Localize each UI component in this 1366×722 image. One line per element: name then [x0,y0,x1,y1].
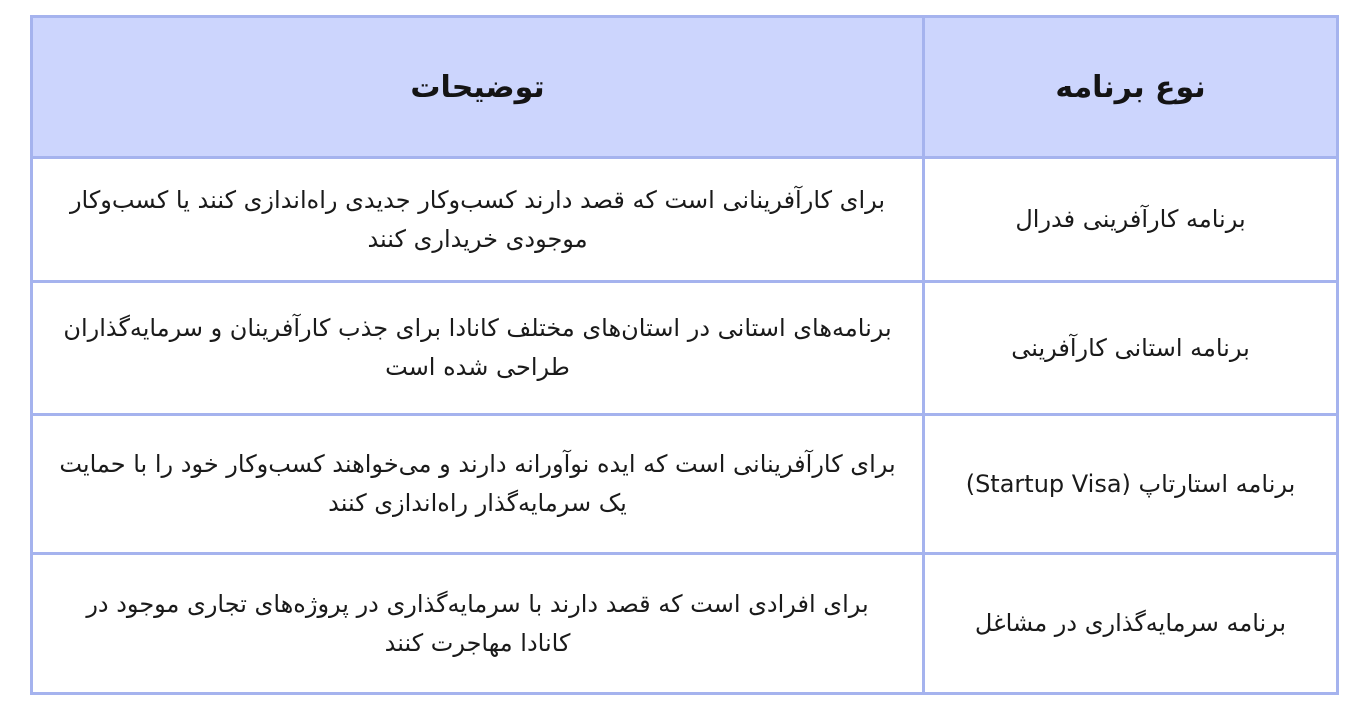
cell-program-type: برنامه استارتاپ (Startup Visa) [924,415,1338,554]
table-header-row [32,17,1338,158]
programs-table-container [30,15,1336,695]
header-description: توضیحات [32,17,924,158]
table-row [32,415,1338,554]
cell-description: برای کارآفرینانی است که قصد دارند کسب‌وکار جدیدی راه‌اندازی کنند یا کسب‌وکار موجودی خریداری کنند [32,158,924,282]
table-row [32,158,1338,282]
cell-program-type: برنامه کارآفرینی فدرال [924,158,1338,282]
table-row [32,554,1338,694]
cell-program-type: برنامه سرمایه‌گذاری در مشاغل [924,554,1338,694]
cell-description: برای افرادی است که قصد دارند با سرمایه‌گذاری در پروژه‌های تجاری موجود در کانادا مهاجرت کنند [32,554,924,694]
cell-description: برنامه‌های استانی در استان‌های مختلف کانادا برای جذب کارآفرینان و سرمایه‌گذاران طراحی شده است [32,282,924,415]
cell-description: برای کارآفرینانی است که ایده نوآورانه دارند و می‌خواهند کسب‌وکار خود را با حمایت یک سرمایه‌گذار راه‌اندازی کنند [32,415,924,554]
table-row [32,282,1338,415]
header-program-type: نوع برنامه [924,17,1338,158]
cell-program-type: برنامه استانی کارآفرینی [924,282,1338,415]
programs-table [30,15,1339,695]
